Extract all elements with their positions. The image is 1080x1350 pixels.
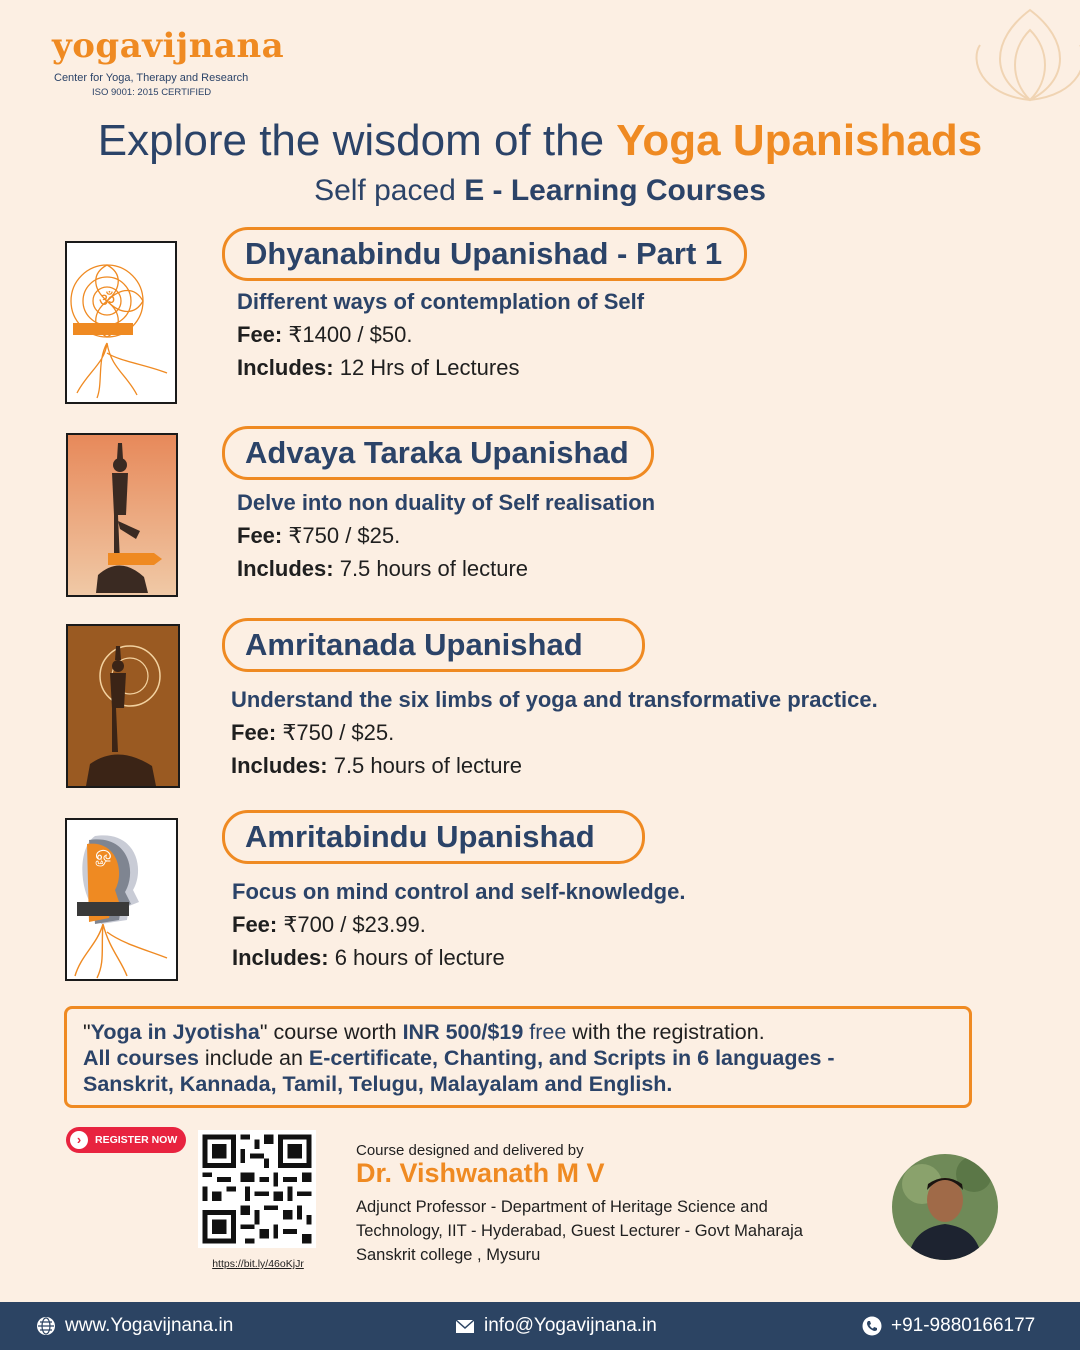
course-title-pill[interactable]: Amritabindu Upanishad <box>222 810 645 864</box>
includes-value: 7.5 hours of lecture <box>339 556 529 581</box>
promo-line-1 <box>83 1019 953 1045</box>
avatar <box>892 1154 998 1260</box>
includes-label: Includes: <box>231 753 328 778</box>
includes-value: 12 Hrs of Lectures <box>339 355 520 380</box>
includes-value: 6 hours of lecture <box>334 945 505 970</box>
fee-label: Fee: <box>232 912 278 937</box>
course-description: Focus on mind control and self-knowledge. <box>232 879 686 904</box>
page-title <box>0 116 1080 166</box>
registration-link[interactable]: https://bit.ly/46oKjJr <box>212 1258 304 1270</box>
course-fee <box>232 912 426 938</box>
promo-box <box>64 1006 972 1108</box>
fee-label: Fee: <box>231 720 277 745</box>
fee-value: ₹1400 / $50. <box>288 322 413 347</box>
course-title-pill[interactable]: Dhyanabindu Upanishad - Part 1 <box>222 227 747 281</box>
course-includes <box>237 556 528 582</box>
course-fee <box>231 720 394 746</box>
fee-value: ₹750 / $25. <box>288 523 401 548</box>
course-thumbnail-amritabindu[interactable] <box>65 818 178 981</box>
course-description: Delve into non duality of Self realisation <box>237 490 656 515</box>
promo-text: with the registration. <box>566 1020 765 1044</box>
svg-text:ॐ: ॐ <box>98 290 116 311</box>
promo-text: " course worth <box>259 1020 403 1044</box>
course-thumbnail-amritanada[interactable] <box>66 624 180 788</box>
chevron-right-icon: › <box>70 1131 88 1149</box>
course-description: Understand the six limbs of yoga and transformative practice. <box>231 687 878 712</box>
course-fee <box>237 322 412 348</box>
footer-bar <box>0 1302 1080 1350</box>
website-text: www.Yogavijnana.in <box>65 1315 234 1336</box>
page-subtitle <box>0 174 1080 208</box>
promo-line-2 <box>83 1045 953 1071</box>
promo-course-name: Yoga in Jyotisha <box>90 1020 260 1044</box>
brand-tagline: Center for Yoga, Therapy and Research <box>54 72 249 84</box>
course-description: Different ways of contemplation of Self <box>237 289 645 314</box>
qr-code[interactable] <box>198 1130 316 1248</box>
headline-highlight: Yoga Upanishads <box>616 116 983 165</box>
course-fee <box>237 523 400 549</box>
footer-phone[interactable] <box>862 1302 1035 1350</box>
register-now-button[interactable] <box>66 1127 186 1153</box>
instructor-bio: Adjunct Professor - Department of Heritage Science and Technology, IIT - Hyderabad, Guest Lecturer - Govt Maharaja Sanskrit college , Mysuru <box>356 1198 803 1264</box>
fee-label: Fee: <box>237 523 283 548</box>
promo-line-3: Sanskrit, Kannada, Tamil, Telugu, Malayalam and English. <box>83 1072 673 1096</box>
course-thumbnail-advaya-taraka[interactable] <box>66 433 178 597</box>
promo-text: " <box>83 1020 91 1044</box>
course-includes <box>231 753 522 779</box>
fee-value: ₹700 / $23.99. <box>283 912 426 937</box>
includes-label: Includes: <box>237 355 334 380</box>
headline-prefix: Explore the wisdom of the <box>97 116 605 165</box>
globe-icon <box>36 1316 56 1336</box>
register-label: REGISTER NOW <box>95 1134 178 1146</box>
brand-logo: yogavijnana <box>52 26 285 66</box>
phone-text: +91-9880166177 <box>891 1315 1036 1336</box>
subtitle-bold: E - Learning Courses <box>464 174 766 207</box>
course-title-pill[interactable]: Amritanada Upanishad <box>222 618 645 672</box>
instructor-intro: Course designed and delivered by <box>356 1142 584 1159</box>
mail-icon <box>455 1316 475 1336</box>
includes-label: Includes: <box>237 556 334 581</box>
yoga-pose-tree-icon <box>68 435 176 595</box>
phone-icon <box>862 1316 882 1336</box>
svg-text:ௐ: ௐ <box>95 841 115 865</box>
fee-value: ₹750 / $25. <box>282 720 395 745</box>
footer-email[interactable] <box>455 1302 657 1350</box>
course-thumbnail-dhyanabindu[interactable] <box>65 241 177 404</box>
footer-website[interactable] <box>36 1302 233 1350</box>
promo-price: INR 500/$19 <box>402 1020 524 1044</box>
promo-free: free <box>523 1020 567 1044</box>
mandala-tree-icon <box>67 243 175 402</box>
meditation-mandala-icon <box>68 626 178 786</box>
subtitle-prefix: Self paced <box>314 174 456 207</box>
promo-inclusions: E-certificate, Chanting, and Scripts in 6 languages - <box>308 1046 835 1070</box>
fee-label: Fee: <box>237 322 283 347</box>
includes-label: Includes: <box>232 945 329 970</box>
head-lotus-tree-icon <box>67 820 176 979</box>
instructor-name: Dr. Vishwanath M V <box>356 1158 605 1188</box>
email-text: info@Yogavijnana.in <box>484 1315 657 1336</box>
includes-value: 7.5 hours of lecture <box>333 753 523 778</box>
course-includes <box>232 945 505 971</box>
course-title-pill[interactable]: Advaya Taraka Upanishad <box>222 426 654 480</box>
promo-all-courses: All courses <box>83 1046 199 1070</box>
brand-certification: ISO 9001: 2015 CERTIFIED <box>92 87 212 98</box>
lotus-decoration-icon <box>970 0 1080 110</box>
promo-text: include an <box>198 1046 309 1070</box>
course-includes <box>237 355 519 381</box>
